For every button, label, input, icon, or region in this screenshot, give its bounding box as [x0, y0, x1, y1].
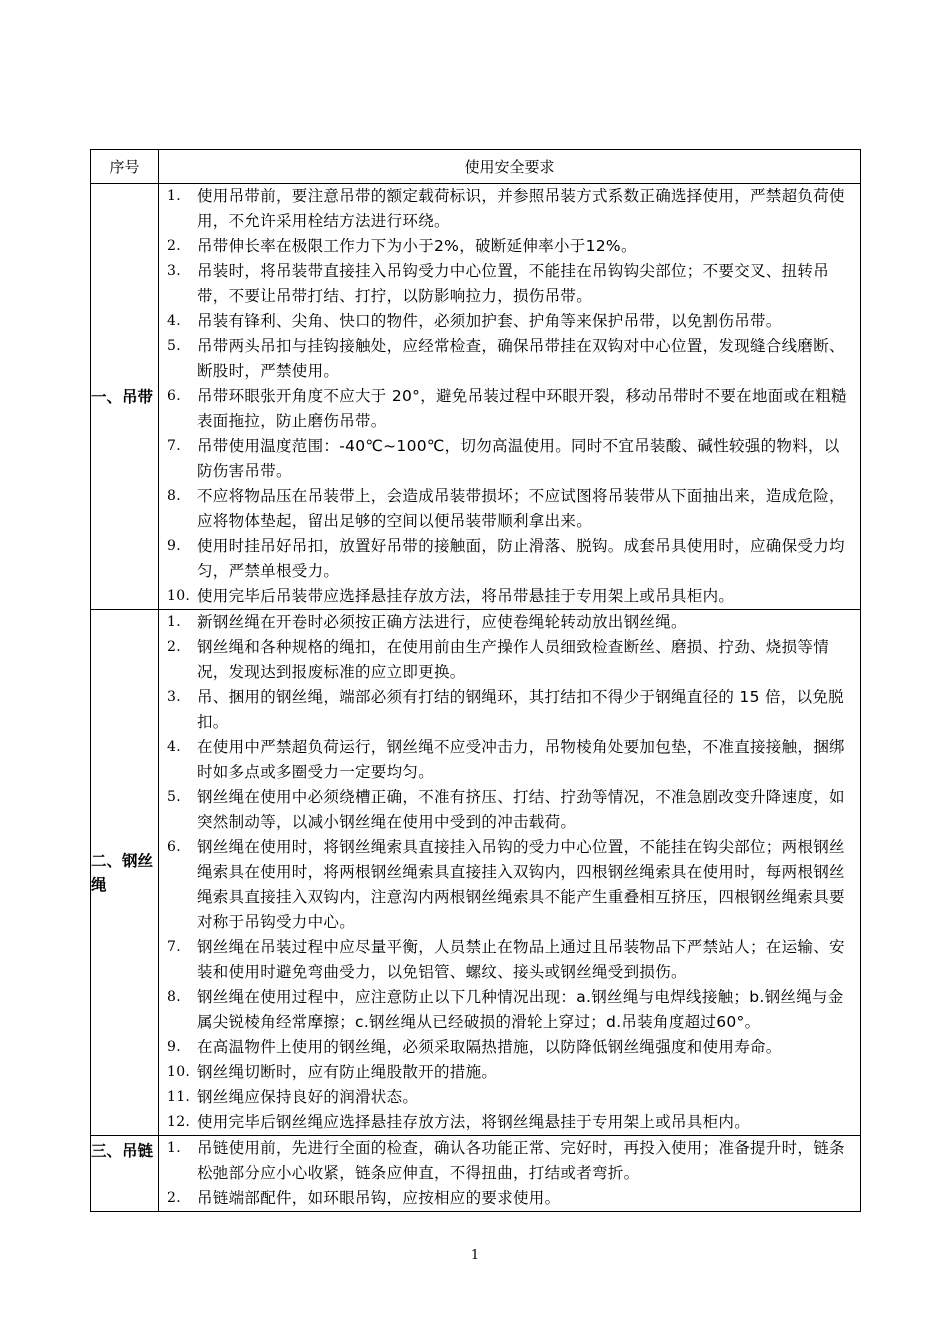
requirement-item: [159, 184, 860, 234]
requirement-number: 2.: [167, 238, 181, 254]
requirement-number: 12.: [167, 1114, 191, 1130]
requirement-text: 使用完毕后钢丝绳应选择悬挂存放方法，将钢丝绳悬挂于专用架上或吊具柜内。: [197, 1113, 751, 1131]
requirement-text: 钢丝绳在使用时，将钢丝绳索具直接挂入吊钩的受力中心位置，不能挂在钩尖部位；两根钢丝绳索具在使用时，将两根钢丝绳索具直接挂入双钩内，四根钢丝绳索具在使用时，每两根钢丝绳索具直接挂入双钩内，注意沟内两根钢丝绳索具不能产生重叠相互挤压，四根钢丝绳索具要对称于吊钩受力中心。: [197, 838, 845, 931]
requirement-item: [159, 484, 860, 534]
requirement-number: 5.: [167, 789, 181, 805]
requirement-item: [159, 384, 860, 434]
requirement-number: 4.: [167, 739, 181, 755]
requirement-number: 1.: [167, 1140, 181, 1156]
requirement-item: [159, 985, 860, 1035]
section-row: [91, 184, 861, 610]
requirement-number: 7.: [167, 438, 181, 454]
requirement-text: 吊带伸长率在极限工作力下为小于2%，破断延伸率小于12%。: [197, 237, 637, 255]
requirement-list: [159, 610, 860, 1135]
requirement-item: [159, 735, 860, 785]
requirement-text: 钢丝绳在使用过程中，应注意防止以下几种情况出现：a.钢丝绳与电焊线接触；b.钢丝绳与金属尖锐棱角经常摩擦；c.钢丝绳从已经破损的滑轮上穿过；d.吊装角度超过60°。: [197, 988, 844, 1031]
requirement-text: 使用时挂吊好吊扣，放置好吊带的接触面，防止滑落、脱钩。成套吊具使用时，应确保受力均匀，严禁单根受力。: [197, 537, 845, 580]
requirement-text: 吊带环眼张开角度不应大于 20°，避免吊装过程中环眼开裂，移动吊带时不要在地面或在粗糙表面拖拉，防止磨伤吊带。: [197, 387, 847, 430]
requirement-number: 1.: [167, 188, 181, 204]
requirement-item: [159, 1060, 860, 1085]
requirement-item: [159, 259, 860, 309]
section-row: [91, 1136, 861, 1212]
requirement-text: 在高温物件上使用的钢丝绳，必须采取隔热措施，以防降低钢丝绳强度和使用寿命。: [197, 1038, 782, 1056]
requirement-text: 吊链端部配件，如环眼吊钩，应按相应的要求使用。: [197, 1189, 561, 1207]
requirement-number: 2.: [167, 639, 181, 655]
section-requirements: [159, 610, 861, 1136]
table-header-row: [91, 150, 861, 184]
section-label: 一、吊带: [91, 184, 159, 610]
requirement-number: 1.: [167, 614, 181, 630]
requirement-item: [159, 1110, 860, 1135]
requirement-item: [159, 935, 860, 985]
requirement-number: 6.: [167, 839, 181, 855]
requirement-text: 新钢丝绳在开卷时必须按正确方法进行，应使卷绳轮转动放出钢丝绳。: [197, 613, 687, 631]
requirement-number: 7.: [167, 939, 181, 955]
requirement-item: [159, 334, 860, 384]
requirement-item: [159, 584, 860, 609]
requirement-item: [159, 1035, 860, 1060]
requirement-item: [159, 835, 860, 935]
requirement-text: 吊链使用前，先进行全面的检查，确认各功能正常、完好时，再投入使用；准备提升时，链条松弛部分应小心收紧，链条应伸直，不得扭曲，打结或者弯折。: [197, 1139, 845, 1182]
requirement-item: [159, 434, 860, 484]
requirement-number: 6.: [167, 388, 181, 404]
requirement-item: [159, 610, 860, 635]
requirement-item: [159, 234, 860, 259]
section-label: 二、钢丝绳: [91, 610, 159, 1136]
requirement-text: 钢丝绳应保持良好的润滑状态。: [197, 1088, 419, 1106]
requirement-number: 10.: [167, 1064, 191, 1080]
requirement-number: 3.: [167, 689, 181, 705]
header-serial-number: 序号: [91, 150, 159, 184]
requirement-number: 2.: [167, 1190, 181, 1206]
requirement-number: 9.: [167, 1039, 181, 1055]
requirement-text: 吊装有锋利、尖角、快口的物件，必须加护套、护角等来保护吊带，以免割伤吊带。: [197, 312, 782, 330]
requirement-item: [159, 534, 860, 584]
section-row: [91, 610, 861, 1136]
requirement-text: 吊带使用温度范围：-40℃~100℃，切勿高温使用。同时不宜吊装酸、碱性较强的物料，以防伤害吊带。: [197, 437, 840, 480]
requirement-list: [159, 184, 860, 609]
requirement-item: [159, 635, 860, 685]
requirement-item: [159, 1186, 860, 1211]
page-number: 1: [470, 1248, 480, 1263]
requirement-text: 使用完毕后吊装带应选择悬挂存放方法，将吊带悬挂于专用架上或吊具柜内。: [197, 587, 735, 605]
requirement-item: [159, 685, 860, 735]
requirement-text: 吊带两头吊扣与挂钩接触处，应经常检查，确保吊带挂在双钩对中心位置，发现缝合线磨断、断股时，严禁使用。: [197, 337, 845, 380]
requirement-item: [159, 309, 860, 334]
requirement-number: 4.: [167, 313, 181, 329]
requirement-number: 8.: [167, 989, 181, 1005]
requirement-number: 10.: [167, 588, 191, 604]
requirement-text: 钢丝绳在吊装过程中应尽量平衡，人员禁止在物品上通过且吊装物品下严禁站人；在运输、安装和使用时避免弯曲受力，以免铝管、螺纹、接头或钢丝绳受到损伤。: [197, 938, 845, 981]
requirement-item: [159, 1085, 860, 1110]
requirement-text: 不应将物品压在吊装带上，会造成吊装带损坏；不应试图将吊装带从下面抽出来，造成危险，应将物体垫起，留出足够的空间以便吊装带顺利拿出来。: [197, 487, 845, 530]
requirement-text: 钢丝绳在使用中必须绕槽正确，不准有挤压、打结、拧劲等情况，不准急剧改变升降速度，如突然制动等，以减小钢丝绳在使用中受到的冲击载荷。: [197, 788, 845, 831]
requirement-number: 8.: [167, 488, 181, 504]
requirement-number: 11.: [167, 1089, 191, 1105]
requirement-text: 钢丝绳切断时，应有防止绳股散开的措施。: [197, 1063, 498, 1081]
requirement-item: [159, 785, 860, 835]
section-label: 三、吊链: [91, 1136, 159, 1212]
requirement-text: 吊装时，将吊装带直接挂入吊钩受力中心位置，不能挂在吊钩钩尖部位；不要交叉、扭转吊带，不要让吊带打结、打拧，以防影响拉力，损伤吊带。: [197, 262, 830, 305]
requirement-number: 9.: [167, 538, 181, 554]
section-requirements: [159, 1136, 861, 1212]
requirement-number: 3.: [167, 263, 181, 279]
requirement-text: 在使用中严禁超负荷运行，钢丝绳不应受冲击力，吊物棱角处要加包垫，不准直接接触，捆绑时如多点或多圈受力一定要均匀。: [197, 738, 845, 781]
requirement-text: 使用吊带前，要注意吊带的额定载荷标识，并参照吊装方式系数正确选择使用，严禁超负荷使用，不允许采用栓结方法进行环绕。: [197, 187, 845, 230]
safety-requirements-table: [90, 149, 861, 1212]
requirement-text: 钢丝绳和各种规格的绳扣，在使用前由生产操作人员细致检查断丝、磨损、拧劲、烧损等情况，发现达到报废标准的应立即更换。: [197, 638, 830, 681]
requirement-list: [159, 1136, 860, 1211]
section-requirements: [159, 184, 861, 610]
requirement-number: 5.: [167, 338, 181, 354]
requirement-text: 吊、捆用的钢丝绳，端部必须有打结的钢绳环，其打结扣不得少于钢绳直径的 15 倍，以免脱扣。: [197, 688, 844, 731]
requirement-item: [159, 1136, 860, 1186]
header-safety-requirements: 使用安全要求: [159, 150, 861, 184]
